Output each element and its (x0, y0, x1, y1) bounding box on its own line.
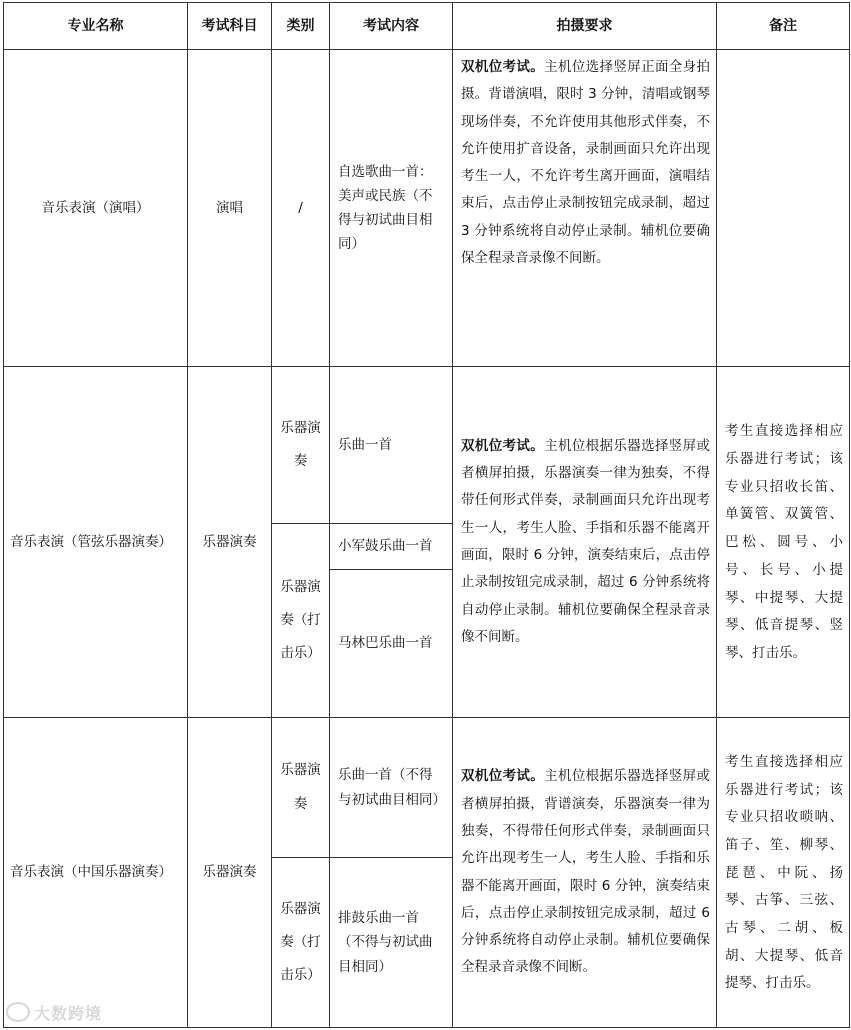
subject-cell: 乐器演奏 (188, 367, 272, 718)
header-row (4, 3, 850, 50)
requirements-cell (453, 50, 717, 367)
major-cell: 音乐表演（中国乐器演奏） (4, 718, 188, 1028)
requirements-text: 主机位选择竖屏正面全身拍摄。背谱演唱，限时 3 分钟，清唱或钢琴现场伴奏，不允许使用其他形式伴奏，不允许使用扩音设备，录制画面只允许出现考生一人，不允许考生离开画面，演唱结束后，点击停止录制按钮完成录制，超过 3 分钟系统将自动停止录制。辅机位要确保全程录音录像不间断。 (461, 59, 711, 266)
content-cell: 自选歌曲一首：美声或民族（不得与初试曲目相同） (330, 50, 453, 367)
category-cell: / (272, 50, 330, 367)
category-cell: 乐器演奏（打击乐） (272, 524, 330, 718)
major-cell: 音乐表演（管弦乐器演奏） (4, 367, 188, 718)
header-requirements: 拍摄要求 (453, 3, 717, 50)
header-category: 类别 (272, 3, 330, 50)
category-cell: 乐器演奏 (272, 367, 330, 524)
note-cell (717, 50, 850, 367)
content-cell: 小军鼓乐曲一首 (330, 524, 453, 570)
watermark (6, 1001, 102, 1024)
requirements-bold: 双机位考试。 (461, 437, 545, 454)
requirements-text: 主机位根据乐器选择竖屏或者横屏拍摄，乐器演奏一律为独奏，不得带任何形式伴奏，录制画面只允许出现考生一人，考生人脸、手指和乐器不能离开画面，限时 6 分钟，演奏结束后，点击停止录制按钮完成录制，超过 6 分钟系统将自动停止录制。辅机位要确保全程录音录像不间断。 (461, 437, 711, 645)
subject-cell: 乐器演奏 (188, 718, 272, 1028)
requirements-bold: 双机位考试。 (461, 59, 545, 75)
content-cell: 马林巴乐曲一首 (330, 570, 453, 718)
category-cell: 乐器演奏（打击乐） (272, 858, 330, 1028)
note-cell: 考生直接选择相应乐器进行考试；该专业只招收唢呐、笛子、笙、柳琴、琵琶、中阮、扬琴、古筝、三弦、古琴、二胡、板胡、大提琴、低音提琴、打击乐。 (717, 718, 850, 1028)
content-cell: 乐曲一首（不得与初试曲目相同） (330, 718, 453, 858)
header-note: 备注 (717, 3, 850, 50)
header-major: 专业名称 (4, 3, 188, 50)
content-cell: 排鼓乐曲一首（不得与初试曲目相同） (330, 858, 453, 1028)
requirements-bold: 双机位考试。 (461, 768, 545, 785)
table-row (4, 718, 850, 858)
requirements-cell (453, 367, 717, 718)
content-cell: 乐曲一首 (330, 367, 453, 524)
exam-requirements-table (3, 2, 850, 1028)
header-content: 考试内容 (330, 3, 453, 50)
watermark-text: 大数跨境 (34, 1004, 103, 1023)
subject-cell: 演唱 (188, 50, 272, 367)
requirements-cell (453, 718, 717, 1028)
watermark-logo-icon (6, 1002, 30, 1022)
requirements-text: 主机位根据乐器选择竖屏或者横屏拍摄，背谱演奏，乐器演奏一律为独奏，不得带任何形式伴奏，录制画面只允许出现考生一人，考生人脸、手指和乐器不能离开画面，限时 6 分钟，演奏结束后，点击停止录制按钮完成录制，超过 6 分钟系统将自动停止录制。辅机位要确保全程录音录像不间断。 (461, 768, 711, 976)
header-subject: 考试科目 (188, 3, 272, 50)
note-cell: 考生直接选择相应乐器进行考试；该专业只招收长笛、单簧管、双簧管、巴松、圆号、小号、长号、小提琴、中提琴、大提琴、低音提琴、竖琴、打击乐。 (717, 367, 850, 718)
major-cell: 音乐表演（演唱） (4, 50, 188, 367)
table-row (4, 367, 850, 524)
table-row (4, 50, 850, 367)
category-cell: 乐器演奏 (272, 718, 330, 858)
